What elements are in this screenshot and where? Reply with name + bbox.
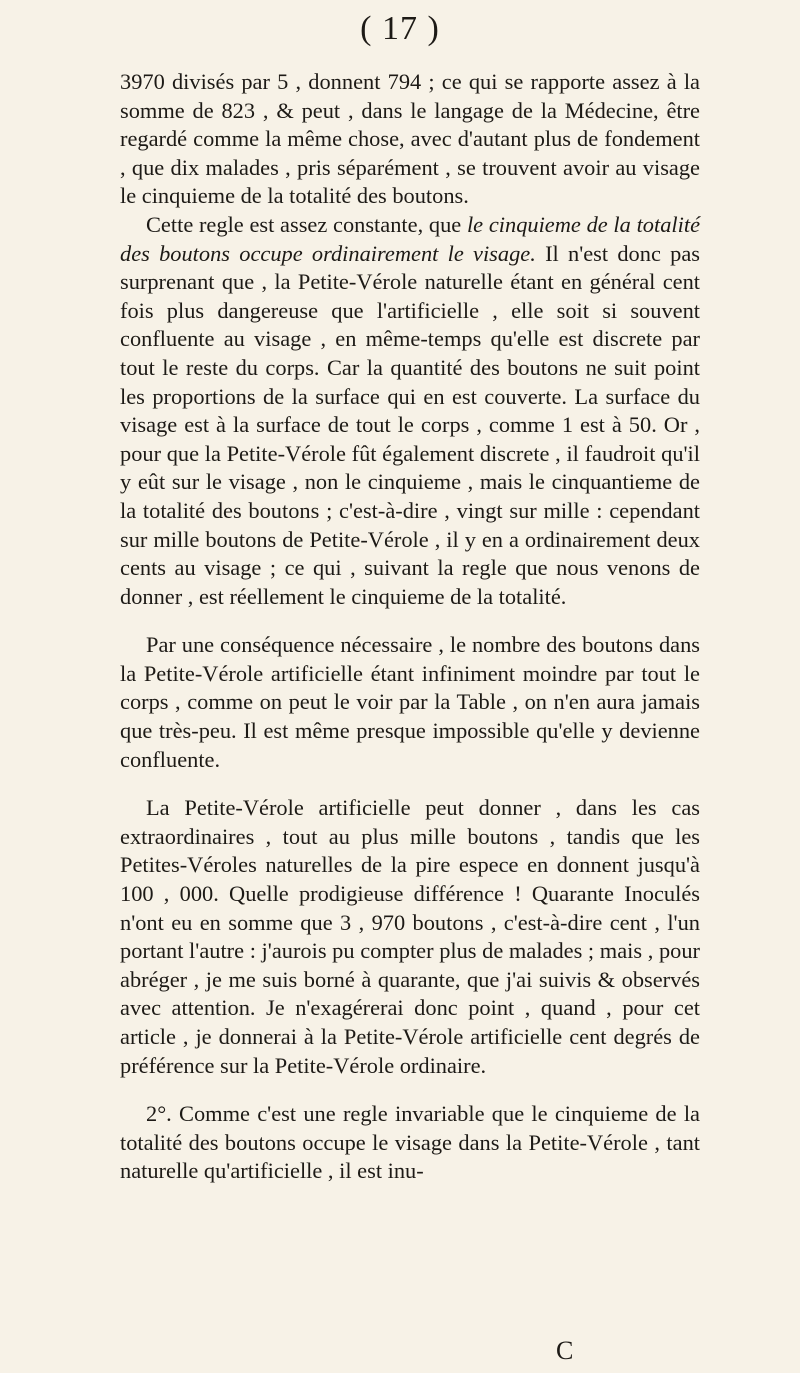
paragraph-1-text: 3970 divisés par 5 , donnent 794 ; ce qui se rapporte assez à la somme de 823 , & peut , dans le langage de la Médecine, être regardé comme la même chose, avec d'autant plus de fondement , que dix malades , pris séparément , se trouvent avoir au visage le cinquieme de la totalité des boutons.: [120, 69, 700, 209]
paragraph-2-text-start: Cette regle est assez constante, que: [146, 211, 467, 237]
paragraph-5-text: 2°. Comme c'est une regle invariable que le cinquieme de la totalité des boutons occupe le visage dans la Petite-Vérole , tant naturelle qu'artificielle , il est inu-: [120, 1101, 700, 1184]
paragraph-2-italic-rule: le cinquieme de la totalité des boutons occupe ordinairement le visage.: [120, 211, 701, 266]
paragraph-3-text: Par une conséquence nécessaire , le nombre des boutons dans la Petite-Vérole artificielle étant infiniment moindre par tout le corps , comme on peut le voir par la Table , on n'en aura jamais que très-peu. Il est même presque impossible qu'elle y devienne confluente.: [120, 632, 700, 772]
paragraph-4: [120, 794, 700, 1080]
body-text: [120, 68, 700, 1186]
paragraph-1: [120, 68, 700, 211]
paragraph-4-text: La Petite-Vérole artificielle peut donner , dans les cas extraordinaires , tout au plus mille boutons , tandis que les Petites-Véroles naturelles de la pire espece en donnent jusqu'à 100 , 000. Quelle prodigieuse différence ! Quarante Inoculés n'ont eu en somme que 3 , 970 boutons , c'est-à-dire cent , l'un portant l'autre : j'aurois pu compter plus de malades ; mais , pour abréger , je me suis borné à quarante, que j'ai suivis & observés avec attention. Je n'exagérerai donc point , quand , pour cet article , je donnerai à la Petite-Vérole artificielle cent degrés de préférence sur la Petite-Vérole ordinaire.: [120, 795, 700, 1078]
page-number: ( 17 ): [360, 10, 440, 47]
paragraph-2: [120, 211, 700, 611]
paragraph-2-text-end: Il n'est donc pas surprenant que , la Petite-Vérole naturelle étant en général cent fois plus dangereuse que l'artificielle , elle soit si souvent confluente au visage , en même-temps qu'elle est discrete par tout le reste du corps. Car la quantité des boutons ne suit point les proportions de la surface qui en est couverte. La surface du visage est à la surface de tout le corps , comme 1 est à 50. Or , pour que la Petite-Vérole fût également discrete , il faudroit qu'il y eût sur le visage , non le cinquieme , mais le cinquantieme de la totalité des boutons ; c'est-à-dire , vingt sur mille : cependant sur mille boutons de Petite-Vérole , il y en a ordinairement deux cents au visage ; ce qui , suivant la regle que nous venons de donner , est réellement le cinquieme de la totalité.: [120, 240, 700, 609]
signature-mark: C: [556, 1336, 574, 1365]
paragraph-5: [120, 1100, 700, 1186]
paragraph-3: [120, 631, 700, 774]
